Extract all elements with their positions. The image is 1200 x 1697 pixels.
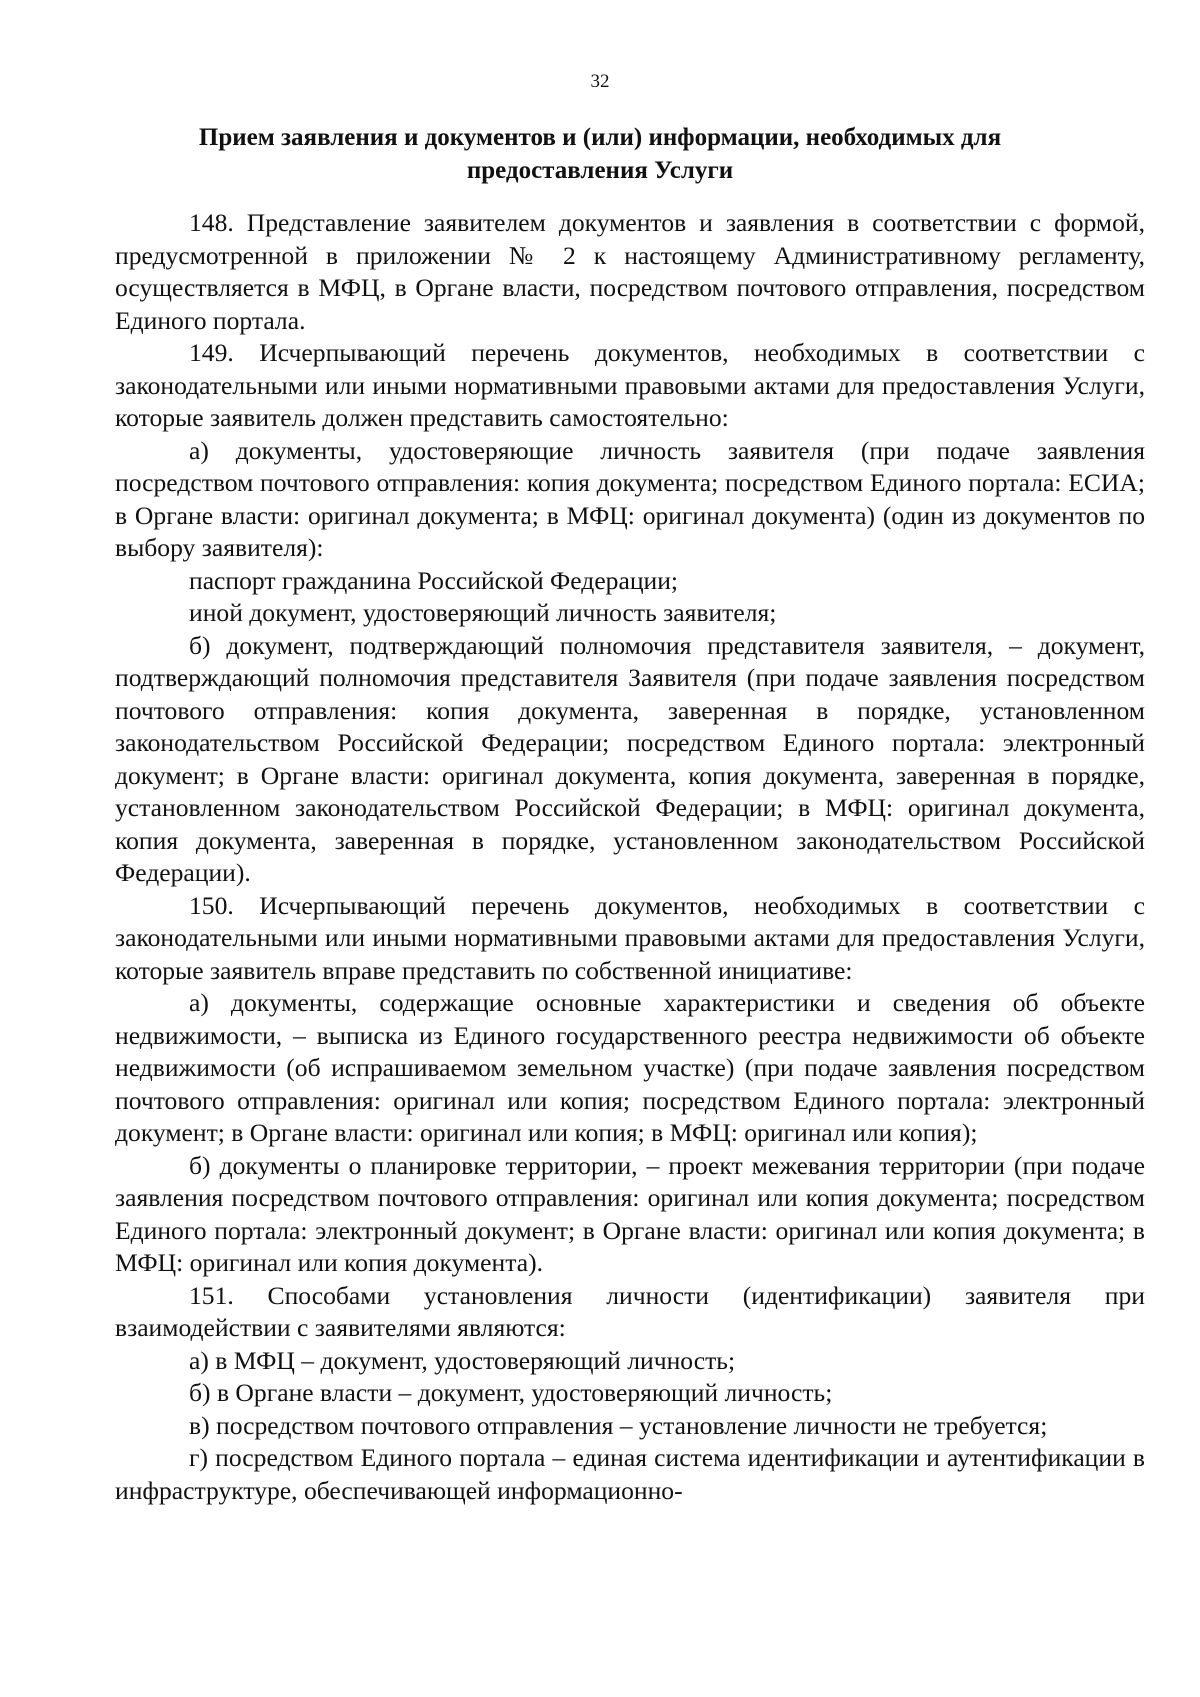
paragraph-148: 148. Представление заявителем документов и заявления в соответствии с формой, предусмотренной в приложении № 2 к настоящему Административному регламенту, осуществляется в МФЦ, в Органе власти, посредством почтового отправления, посредством Единого портала. [115, 208, 1145, 335]
paragraph-150-a: а) документы, содержащие основные характеристики и сведения об объекте недвижимости, – выписка из Единого государственного реестра недвижимости об объекте недвижимости (об испрашиваемом земельном участке) (при подаче заявления посредством почтового отправления: оригинал или копия; посредством Единого портала: электронный документ; в Органе власти: оригинал или копия; в МФЦ: оригинал или копия); [115, 988, 1145, 1147]
paragraph-150-b: б) документы о планировке территории, – проект межевания территории (при подаче заявления посредством почтового отправления: оригинал или копия документа; посредством Единого портала: электронный документ; в Органе власти: оригинал или копия документа; в МФЦ: оригинал или копия документа). [115, 1150, 1145, 1277]
paragraph-149-b: б) документ, подтверждающий полномочия представителя заявителя, – документ, подтверждающий полномочия представителя Заявителя (при подаче заявления посредством почтового отправления: копия документа, заверенная в порядке, установленном законодательством Российской Федерации; посредством Единого портала: электронный документ; в Органе власти: оригинал документа, копия документа, заверенная в порядке, установленном законодательством Российской Федерации; в МФЦ: оригинал документа, копия документа, заверенная в порядке, установленном законодательством Российской Федерации). [115, 630, 1145, 887]
paragraph-151-v: в) посредством почтового отправления – установление личности не требуется; [189, 1410, 1048, 1440]
paragraph-149: 149. Исчерпывающий перечень документов, необходимых в соответствии с законодательными или иными нормативными правовыми актами для предоставления Услуги, которые заявитель должен представить самостоятельно: [115, 338, 1145, 432]
paragraph-151-g: г) посредством Единого портала – единая система идентификации и аутентификации в инфраструктуре, обеспечивающей информационно- [115, 1443, 1145, 1505]
list-item-other-id: иной документ, удостоверяющий личность заявителя; [189, 598, 777, 627]
page-number: 32 [590, 71, 610, 92]
paragraph-151-a: а) в МФЦ – документ, удостоверяющий личность; [189, 1345, 736, 1375]
section-title: Прием заявления и документов и (или) информации, необходимых для предоставления Услуги [198, 124, 1002, 184]
document-body [115, 207, 1145, 1507]
paragraph-149-a: а) документы, удостоверяющие личность заявителя (при подаче заявления посредством почтового отправления: копия документа; посредством Единого портала: ЕСИА; в Органе власти: оригинал документа; в МФЦ: оригинал документа) (один из документов по выбору заявителя): [115, 435, 1145, 562]
list-item-passport: паспорт гражданина Российской Федерации; [189, 565, 679, 595]
paragraph-151-b: б) в Органе власти – документ, удостоверяющий личность; [189, 1378, 833, 1407]
paragraph-150: 150. Исчерпывающий перечень документов, необходимых в соответствии с законодательными или иными нормативными правовыми актами для предоставления Услуги, которые заявитель вправе представить по собственной инициативе: [115, 890, 1145, 985]
paragraph-151: 151. Способами установления личности (идентификации) заявителя при взаимодействии с заявителями являются: [115, 1280, 1145, 1342]
